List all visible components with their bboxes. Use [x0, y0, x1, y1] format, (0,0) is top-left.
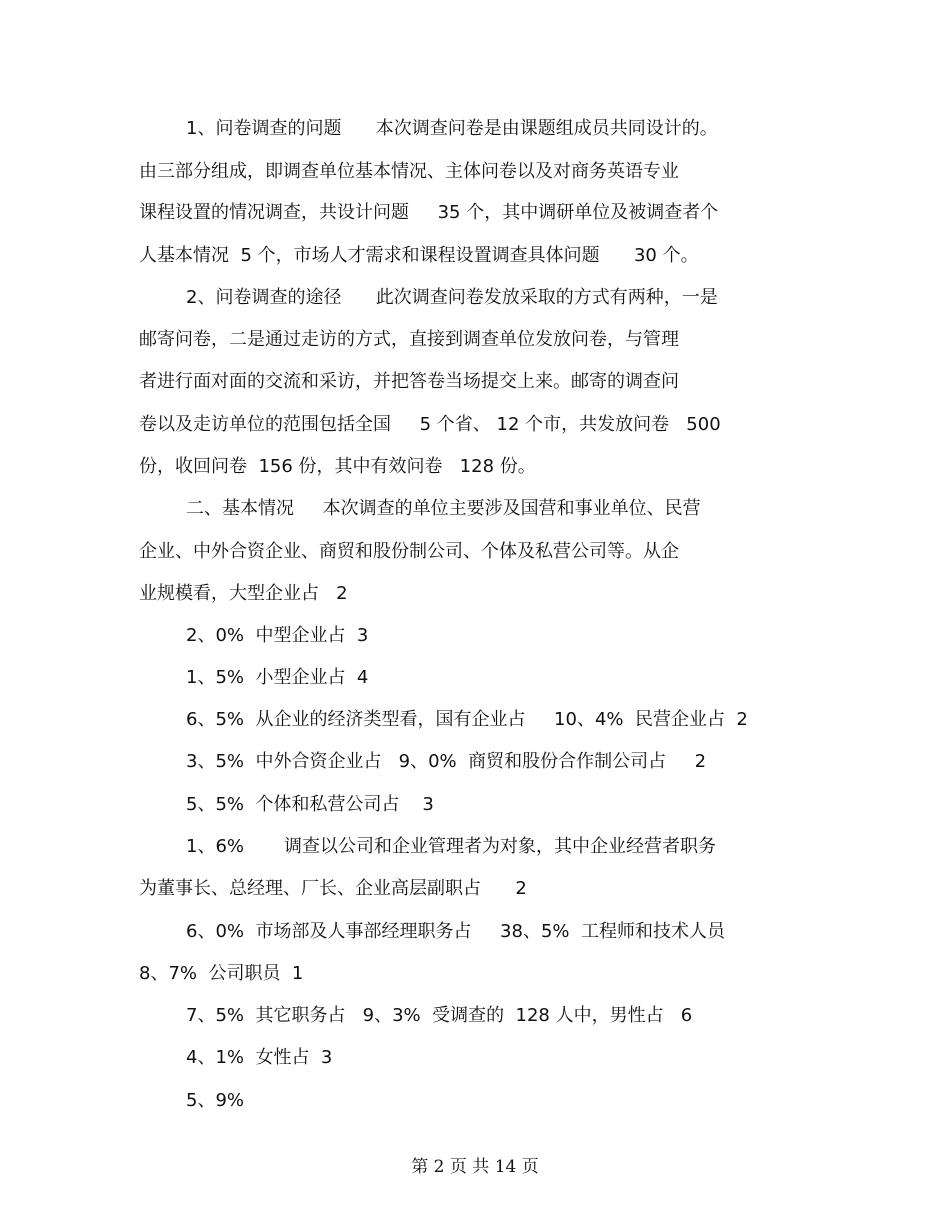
text-line: 6、0% 市场部及人事部经理职务占 38、5% 工程师和技术人员: [186, 921, 725, 942]
text-line: 4、1% 女性占 3: [186, 1047, 333, 1068]
text-line: 6、5% 从企业的经济类型看，国有企业占 10、4% 民营企业占 2: [186, 709, 748, 730]
text-line: 为董事长、总经理、厂长、企业高层副职占 2: [139, 878, 527, 899]
text-line: 2、0% 中型企业占 3: [186, 625, 369, 646]
text-line: 份，收回问卷 156 份，其中有效问卷 128 份。: [139, 456, 536, 477]
text-line: 邮寄问卷，二是通过走访的方式，直接到调查单位发放问卷，与管理: [139, 329, 679, 350]
text-line: 企业、中外合资企业、商贸和股份制公司、个体及私营公司等。从企: [139, 541, 679, 562]
text-line: 5、5% 个体和私营公司占 3: [186, 794, 434, 815]
text-line: 7、5% 其它职务占 9、3% 受调查的 128 人中，男性占 6: [186, 1005, 693, 1026]
text-line: 8、7% 公司职员 1: [139, 963, 304, 984]
text-line: 1、5% 小型企业占 4: [186, 667, 369, 688]
text-line: 卷以及走访单位的范围包括全国 5 个省、 12 个市，共发放问卷 500: [139, 414, 721, 435]
text-line: 5、9%: [186, 1090, 245, 1111]
text-line: 人基本情况 5 个，市场人才需求和课程设置调查具体问题 30 个。: [139, 245, 699, 266]
text-line: 1、问卷调查的问题 本次调查问卷是由课题组成员共同设计的。: [186, 118, 718, 139]
text-line: 课程设置的情况调查，共设计问题 35 个，其中调研单位及被调查者个: [139, 202, 719, 223]
text-line: 者进行面对面的交流和采访，并把答卷当场提交上来。邮寄的调查问: [139, 371, 679, 392]
text-line: 1、6% 调查以公司和企业管理者为对象，其中企业经营者职务: [186, 836, 717, 857]
page-footer: 第 2 页 共 14 页: [411, 1157, 539, 1177]
text-line: 由三部分组成，即调查单位基本情况、主体问卷以及对商务英语专业: [139, 161, 679, 182]
text-line: 业规模看，大型企业占 2: [139, 583, 348, 604]
text-line: 2、问卷调查的途径 此次调查问卷发放采取的方式有两种，一是: [186, 287, 718, 308]
text-line: 二、基本情况 本次调查的单位主要涉及国营和事业单位、民营: [186, 498, 701, 519]
text-line: 3、5% 中外合资企业占 9、0% 商贸和股份合作制公司占 2: [186, 751, 707, 772]
